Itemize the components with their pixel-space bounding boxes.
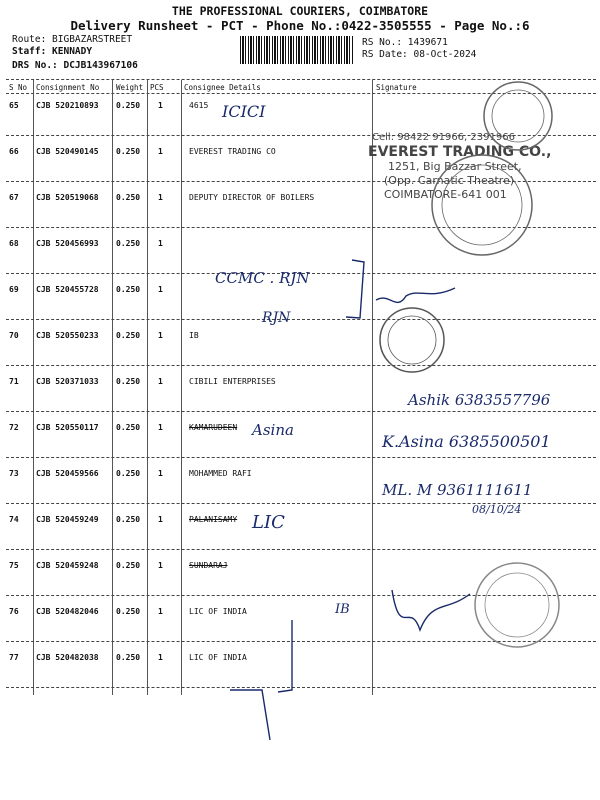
- row-weight: 0.250: [116, 377, 141, 386]
- row-consignment-no: CJB 520519068: [36, 193, 99, 202]
- route-label: Route: BIGBAZARSTREET: [12, 34, 133, 45]
- row-weight: 0.250: [116, 561, 141, 570]
- row-sno: 67: [9, 193, 19, 202]
- row-sno: 74: [9, 515, 19, 524]
- row-sno: 71: [9, 377, 19, 386]
- row-consignee: LIC OF INDIA: [189, 607, 247, 616]
- everest-stamp: [368, 132, 551, 201]
- row-consignee: KAMARUDEEN: [189, 423, 238, 432]
- row-consignee: EVEREST TRADING CO: [189, 147, 276, 156]
- stamp-address-3: COIMBATORE-641 001: [384, 188, 507, 201]
- handwriting-icici: ICICI: [222, 102, 266, 121]
- row-weight: 0.250: [116, 239, 141, 248]
- row-sno: 72: [9, 423, 19, 432]
- row-consignee: MOHAMMED RAFI: [189, 469, 252, 478]
- handwriting-rjn: RJN: [262, 310, 291, 326]
- col-header-weight: Weight: [116, 83, 144, 92]
- stamp-address-1: 1251, Big Bazzar Street,: [388, 160, 522, 173]
- row-pcs: 1: [158, 239, 163, 248]
- row-consignment-no: CJB 520482038: [36, 653, 99, 662]
- row-consignee: LIC OF INDIA: [189, 653, 247, 662]
- drs-number: DRS No.: DCJB143967106: [12, 60, 138, 71]
- col-header-consignee: Consignee Details: [184, 83, 261, 92]
- row-pcs: 1: [158, 561, 163, 570]
- row-consignee: SUNDARAJ: [189, 561, 228, 570]
- stamp-phone: Cell: 98422 91966, 2391966: [372, 132, 515, 143]
- row-sno: 77: [9, 653, 19, 662]
- col-header-signature: Signature: [376, 83, 417, 92]
- staff-label: Staff: KENNADY: [12, 46, 93, 57]
- signature-scribbles: [230, 260, 470, 740]
- row-weight: 0.250: [116, 423, 141, 432]
- handwriting-lic: LIC: [252, 512, 285, 533]
- row-consignment-no: CJB 520459566: [36, 469, 99, 478]
- handwriting-date: 08/10/24: [472, 503, 522, 516]
- row-sno: 65: [9, 101, 19, 110]
- company-title: THE PROFESSIONAL COURIERS, COIMBATORE: [171, 4, 429, 18]
- row-sno: 75: [9, 561, 19, 570]
- handwriting-asina-short: Asina: [252, 421, 294, 439]
- row-pcs: 1: [158, 469, 163, 478]
- handwriting-ib: IB: [335, 602, 350, 617]
- row-pcs: 1: [158, 423, 163, 432]
- row-consignment-no: CJB 520459249: [36, 515, 99, 524]
- handwriting-ashik: Ashik 6383557796: [408, 391, 551, 409]
- row-pcs: 1: [158, 101, 163, 110]
- row-consignment-no: CJB 520550117: [36, 423, 99, 432]
- row-sno: 66: [9, 147, 19, 156]
- row-consignee: CIBILI ENTERPRISES: [189, 377, 276, 386]
- row-consignee: IB: [189, 331, 199, 340]
- row-consignment-no: CJB 520550233: [36, 331, 99, 340]
- handwriting-ml-note: ML. M 9361111611: [382, 481, 533, 499]
- row-pcs: 1: [158, 377, 163, 386]
- row-sno: 68: [9, 239, 19, 248]
- row-consignment-no: CJB 520482046: [36, 607, 99, 616]
- rs-number: RS No.: 1439671: [362, 37, 448, 48]
- row-consignment-no: CJB 520455728: [36, 285, 99, 294]
- row-sno: 76: [9, 607, 19, 616]
- row-weight: 0.250: [116, 147, 141, 156]
- row-consignment-no: CJB 520490145: [36, 147, 99, 156]
- row-consignee: 4615: [189, 101, 209, 110]
- runsheet-subtitle: Delivery Runsheet - PCT - Phone No.:0422-3505555 - Page No.:6: [70, 18, 530, 33]
- row-sno: 69: [9, 285, 19, 294]
- col-header-pcs: PCS: [150, 83, 164, 92]
- row-weight: 0.250: [116, 331, 141, 340]
- row-weight: 0.250: [116, 285, 141, 294]
- round-seal-icon: [484, 82, 552, 150]
- row-weight: 0.250: [116, 193, 141, 202]
- row-consignment-no: CJB 520371033: [36, 377, 99, 386]
- col-header-consignment: Consignment No: [36, 83, 100, 92]
- rs-date: RS Date: 08-Oct-2024: [362, 49, 477, 60]
- row-weight: 0.250: [116, 515, 141, 524]
- row-pcs: 1: [158, 147, 163, 156]
- row-pcs: 1: [158, 193, 163, 202]
- row-weight: 0.250: [116, 653, 141, 662]
- row-weight: 0.250: [116, 101, 141, 110]
- row-sno: 73: [9, 469, 19, 478]
- row-pcs: 1: [158, 607, 163, 616]
- row-pcs: 1: [158, 653, 163, 662]
- row-consignment-no: CJB 520210893: [36, 101, 99, 110]
- row-sno: 70: [9, 331, 19, 340]
- row-consignment-no: CJB 520459248: [36, 561, 99, 570]
- handwriting-asina-full: K.Asina 6385500501: [382, 432, 551, 451]
- row-consignment-no: CJB 520456993: [36, 239, 99, 248]
- round-seal-icon: [475, 563, 559, 647]
- handwriting-ccmc: CCMC . RJN: [215, 269, 310, 287]
- row-pcs: 1: [158, 285, 163, 294]
- row-weight: 0.250: [116, 469, 141, 478]
- row-pcs: 1: [158, 331, 163, 340]
- stamp-company: EVEREST TRADING CO.,: [368, 144, 552, 160]
- stamp-address-2: (Opp. Carnatic Theatre): [384, 174, 515, 187]
- col-header-sno: S No: [9, 83, 28, 92]
- row-weight: 0.250: [116, 607, 141, 616]
- row-consignee: PALANISAMY: [189, 515, 238, 524]
- row-pcs: 1: [158, 515, 163, 524]
- round-seal-icon: [380, 308, 444, 372]
- row-consignee: DEPUTY DIRECTOR OF BOILERS: [189, 193, 315, 202]
